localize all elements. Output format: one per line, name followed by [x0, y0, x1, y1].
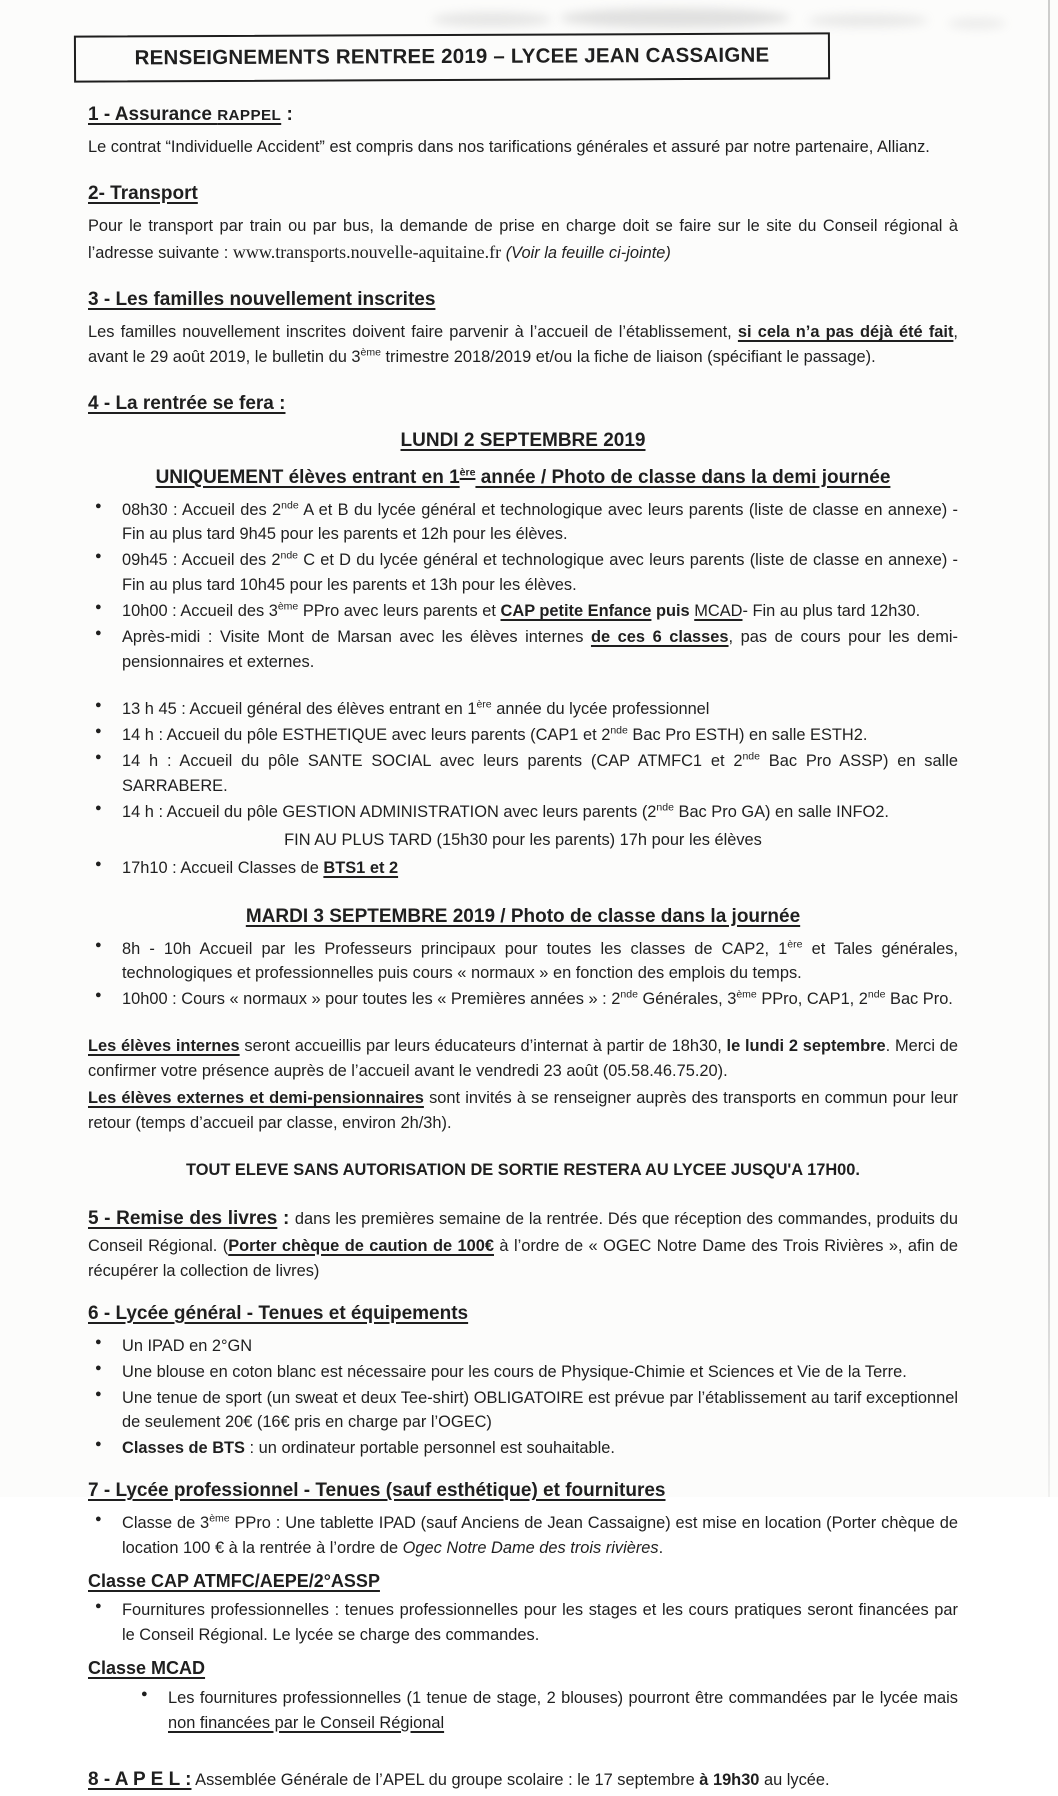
transport-text — [88, 214, 958, 266]
bullet-ipad-2gn — [88, 1334, 958, 1359]
text-run: Classes de BTS — [122, 1439, 245, 1458]
bullet-text — [122, 548, 958, 598]
text-run: : — [277, 1208, 295, 1230]
text-run: Classe de 3 — [122, 1514, 210, 1533]
text-run: 7 - Lycée professionnel - Tenues (sauf esthétique) et fournitures — [88, 1480, 666, 1502]
text-run: 14 h : Accueil du pôle ESTHETIQUE avec leurs parents (CAP1 et 2 — [122, 726, 611, 745]
text-run: PPro, CAP1, 2 — [756, 990, 868, 1009]
bullet-text — [168, 1686, 958, 1736]
section-2-heading — [88, 180, 958, 209]
superscript: ème — [360, 346, 381, 359]
document-content — [88, 0, 958, 1796]
text-run: Générales, 3 — [637, 990, 737, 1009]
text-run: 17h10 : Accueil Classes de — [122, 858, 324, 877]
bullet-blouse — [88, 1360, 958, 1385]
bullet-17h10 — [88, 856, 958, 881]
text-run: Porter chèque de caution de 100€ — [228, 1236, 494, 1255]
bullet-text — [122, 987, 958, 1012]
section-5-text — [88, 1205, 958, 1284]
familles-text — [88, 320, 958, 370]
superscript: ème — [277, 600, 299, 613]
bullet-marker: ● — [95, 989, 102, 1002]
text-run: A et B du lycée général et technologique avec leurs parents (liste de classe en annexe) - Fin au plus tard 9h45 pour les parents et 12h pour les élèves. — [122, 500, 958, 544]
bullet-08h30 — [88, 498, 958, 548]
text-run: Bac Pro ESTH) en salle ESTH2. — [627, 726, 868, 745]
bullet-14h-sante-social — [88, 749, 958, 799]
text-run: 8 - A P E L : — [88, 1768, 192, 1790]
text-run: www.transports.nouvelle-aquitaine.fr — [232, 241, 502, 262]
bullet-text — [122, 1598, 958, 1648]
text-run: Bac Pro. — [885, 990, 953, 1009]
text-run: , avant le 29 août 2019, le bulletin du 3 — [88, 323, 958, 366]
bullet-mcad-fournitures — [88, 1686, 958, 1736]
superscript: ère — [787, 938, 803, 951]
text-run: année du lycée professionnel — [491, 700, 710, 719]
bullet-text — [122, 800, 958, 825]
text-run: RAPPEL — [217, 107, 282, 125]
bullet-marker: ● — [95, 857, 102, 870]
text-run: PPro : Une tablette IPAD (sauf Anciens de Jean Cassaigne) est mise en location (Porter chèque de location 100 € à la rentrée à l’ordre de — [122, 1514, 958, 1558]
bullet-14h-gestion — [88, 800, 958, 825]
text-run: FIN AU PLUS TARD (15h30 pour les parents) 17h pour les élèves — [284, 830, 762, 849]
text-run: Les élèves externes et demi-pensionnaires — [88, 1089, 424, 1108]
text-run: . Merci de confirmer votre présence auprès de l’accueil avant le vendredi 23 août (05.58.46.75.20). — [88, 1037, 958, 1081]
bullet-text — [122, 1386, 958, 1436]
text-run: PPro avec leurs parents et — [298, 602, 501, 621]
text-run: 1 - Assurance — [88, 104, 218, 126]
bullet-text — [122, 697, 958, 722]
superscript: nde — [867, 988, 886, 1001]
bullet-marker: ● — [95, 1513, 102, 1526]
text-run: Fournitures professionnelles : tenues professionnelles pour les stages et les cours pratiques seront financées par le Conseil Régional. Le lycée se charge des commandes. — [122, 1601, 958, 1645]
text-run: : un ordinateur portable personnel est souhaitable. — [245, 1439, 615, 1458]
text-run: si cela n’a pas déjà été fait — [737, 323, 954, 342]
text-run: . — [658, 1539, 664, 1558]
bullet-marker: ● — [95, 725, 102, 738]
bullet-text — [122, 599, 958, 624]
bullet-3eme-ppro — [88, 1511, 958, 1561]
externes-text — [88, 1086, 958, 1136]
text-run: 10h00 : Accueil des 3 — [122, 602, 278, 621]
text-run: , pas de cours pour les demi-pensionnaires et externes. — [122, 628, 958, 672]
classe-cap-subheading — [88, 1568, 958, 1595]
section-6-heading — [88, 1300, 958, 1329]
text-run: sont invités à se renseigner auprès des transports en commun pour leur retour (temps d’accueil par classe, environ 2h/3h). — [88, 1089, 958, 1133]
bullet-marker: ● — [95, 750, 102, 763]
bullet-text — [122, 498, 958, 548]
section-3-heading — [88, 286, 958, 315]
superscript: nde — [281, 499, 299, 512]
bullet-text — [122, 749, 958, 799]
superscript: nde — [280, 549, 299, 562]
text-run: CAP petite Enfance — [500, 602, 652, 621]
internes-text — [88, 1034, 958, 1084]
text-run: (Voir la feuille ci-jointe) — [505, 243, 671, 262]
bullet-text — [122, 625, 958, 675]
text-run: Un IPAD en 2°GN — [122, 1336, 253, 1355]
bullet-marker: ● — [95, 499, 102, 512]
autorisation-sortie-line — [88, 1158, 958, 1183]
text-run: Une blouse en coton blanc est nécessaire pour les cours de Physique-Chimie et Sciences et Vie de la Terre. — [122, 1362, 907, 1381]
bullet-marker: ● — [95, 801, 102, 814]
text-run: de ces 6 classes — [590, 628, 729, 647]
bullet-text — [122, 1334, 958, 1359]
text-run: dans les premières semaine de la rentrée. Dés que réception des commandes, produits du Conseil Régional. ( — [88, 1210, 958, 1255]
bullet-apres-midi — [88, 625, 958, 675]
text-run: Les élèves internes — [88, 1037, 240, 1056]
bullet-fournitures-pro — [88, 1598, 958, 1648]
text-run: Assemblée Générale de l’APEL du groupe scolaire : le 17 septembre — [191, 1770, 700, 1789]
text-run: LUNDI 2 SEPTEMBRE 2019 — [400, 429, 646, 451]
text-run: seront accueillis par leurs éducateurs d’internat à partir de 18h30, — [239, 1037, 727, 1056]
text-run: Classe MCAD — [88, 1658, 206, 1679]
bullet-marker: ● — [95, 1438, 102, 1451]
bullet-text — [122, 1511, 958, 1561]
text-run: 3 - Les familles nouvellement inscrites — [88, 289, 436, 311]
text-run: 08h30 : Accueil des 2 — [122, 500, 282, 519]
text-run: 4 - La rentrée se fera : — [88, 392, 286, 414]
bullet-marker: ● — [95, 1600, 102, 1613]
bullet-text — [122, 937, 958, 987]
text-run: au lycée. — [759, 1770, 830, 1789]
text-run: Classe CAP ATMFC/AEPE/2°ASSP — [88, 1571, 380, 1592]
text-run: Une tenue de sport (un sweat et deux Tee-shirt) OBLIGATOIRE est prévue par l’établissement au tarif exceptionnel de seulement 20€ (16€ pris en charge par l’OGEC) — [122, 1388, 958, 1432]
assurance-text — [88, 135, 958, 160]
text-run: Bac Pro GA) en salle INFO2. — [673, 802, 889, 821]
text-run: et Tales générales, technologiques et professionnelles puis cours « normaux » en fonction des emplois du temps. — [122, 939, 958, 983]
bullet-09h45 — [88, 548, 958, 598]
bullet-tenue-sport — [88, 1386, 958, 1436]
document-blocks — [88, 101, 958, 1794]
superscript: ème — [736, 988, 757, 1001]
text-run: 10h00 : Cours « normaux » pour toutes les « Premières années » : 2 — [122, 990, 621, 1009]
text-run: puis — [651, 602, 695, 621]
bullet-marker: ● — [95, 699, 102, 712]
bullet-marker: ● — [95, 1361, 102, 1374]
bullet-14h-esthetique — [88, 723, 958, 748]
text-run: Les fournitures professionnelles (1 tenue de stage, 2 blouses) pourront être commandées par le lycée mais — [168, 1688, 958, 1707]
superscript: nde — [656, 801, 674, 814]
text-run: 14 h : Accueil du pôle SANTE SOCIAL avec leurs parents (CAP ATMFC1 et 2 — [122, 751, 743, 770]
text-run: Le contrat “Individuelle Accident” est compris dans nos tarifications générales et assuré par notre partenaire, Allianz. — [88, 138, 930, 157]
text-run: MARDI 3 SEPTEMBRE 2019 / Photo de classe dans la journée — [245, 905, 801, 927]
text-run: 14 h : Accueil du pôle GESTION ADMINISTRATION avec leurs parents (2 — [122, 802, 657, 821]
bullet-marker: ● — [95, 1335, 102, 1348]
bullet-marker: ● — [95, 601, 102, 614]
bullet-marker: ● — [95, 627, 102, 640]
text-run: non financées par le Conseil Régional — [168, 1713, 445, 1732]
bullet-text — [122, 723, 958, 748]
text-run: BTS1 et 2 — [323, 858, 399, 877]
text-run: 2- Transport — [88, 182, 198, 204]
text-run: Bac Pro ASSP) en salle SARRABERE. — [122, 751, 959, 795]
day-heading-lundi — [88, 427, 958, 456]
bullet-10h00 — [88, 599, 958, 624]
text-run: Après-midi : Visite Mont de Marsan avec les élèves internes — [122, 628, 591, 647]
bullet-marker: ● — [95, 550, 102, 563]
superscript: ère — [459, 466, 476, 479]
text-run: C et D du lycée général et technologique avec leurs parents (liste de classe en annexe) - Fin au plus tard 10h45 pour les parents et 13h pour les élèves. — [122, 551, 958, 595]
bullet-10h00-cours — [88, 987, 958, 1012]
bullet-text — [122, 1436, 958, 1461]
text-run: - Fin au plus tard 12h30. — [742, 602, 921, 621]
text-run: 13 h 45 : Accueil général des élèves entrant en 1 — [122, 700, 477, 719]
bullet-marker: ● — [95, 1387, 102, 1400]
text-run: MCAD — [694, 602, 743, 621]
superscript: ème — [209, 1512, 230, 1525]
text-run: le lundi 2 septembre — [726, 1037, 886, 1056]
text-run: 09h45 : Accueil des 2 — [122, 551, 281, 570]
title-box — [74, 32, 830, 82]
section-7-heading — [88, 1477, 958, 1506]
text-run: 8h - 10h Accueil par les Professeurs principaux pour toutes les classes de CAP2, 1 — [122, 939, 788, 958]
bullet-marker: ● — [95, 938, 102, 951]
page-title: RENSEIGNEMENTS RENTREE 2019 – LYCEE JEAN CASSAIGNE — [134, 43, 770, 70]
bullet-classes-bts — [88, 1436, 958, 1461]
text-run: à l’ordre de « OGEC Notre Dame des Trois Rivières », afin de récupérer la collection de livres) — [88, 1236, 958, 1280]
superscript: ère — [476, 698, 492, 711]
text-run: 6 - Lycée général - Tenues et équipements — [88, 1302, 469, 1324]
bullet-text — [122, 1360, 958, 1385]
text-run: 5 - Remise des livres — [88, 1208, 278, 1230]
classe-mcad-subheading — [88, 1655, 958, 1682]
text-run: UNIQUEMENT élèves entrant en 1 — [155, 466, 460, 488]
text-run: trimestre 2018/2019 et/ou la fiche de liaison (spécifiant le passage). — [380, 347, 876, 366]
scan-edge-line — [1048, 0, 1050, 1497]
section-1-heading — [88, 101, 958, 130]
bullet-text — [122, 856, 958, 881]
bullet-13h45 — [88, 697, 958, 722]
text-run: année / Photo de classe dans la demi journée — [475, 466, 891, 488]
day-subheading-lundi — [88, 464, 958, 493]
section-4-heading — [88, 390, 958, 419]
superscript: nde — [610, 724, 628, 737]
text-run: Les familles nouvellement inscrites doivent faire parvenir à l’accueil de l’établissement, — [88, 323, 738, 342]
text-run: Ogec Notre Dame des trois rivières — [402, 1539, 659, 1558]
text-run: à 19h30 — [699, 1770, 760, 1789]
text-run: Pour le transport par train ou par bus, la demande de prise en charge doit se faire sur le site du Conseil régional à l’adresse suivante : — [88, 216, 958, 262]
section-8-text — [88, 1766, 958, 1795]
superscript: nde — [620, 988, 638, 1001]
bullet-marker: ● — [141, 1687, 148, 1700]
bullet-8h-10h — [88, 937, 958, 987]
superscript: nde — [742, 750, 760, 763]
text-run: TOUT ELEVE SANS AUTORISATION DE SORTIE RESTERA AU LYCEE JUSQU'A 17H00. — [186, 1161, 860, 1180]
text-run: : — [281, 104, 293, 126]
fin-au-plus-tard-line — [88, 828, 958, 853]
day-heading-mardi — [88, 903, 958, 932]
